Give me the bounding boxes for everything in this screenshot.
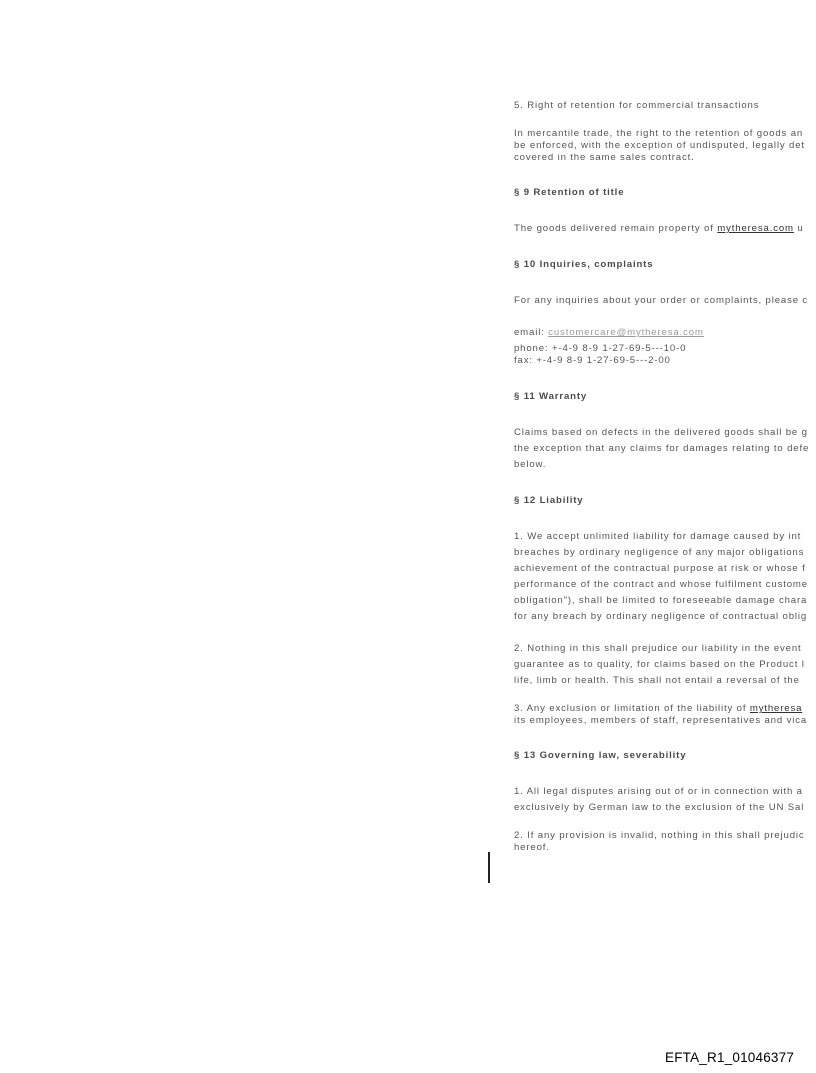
phone-line: phone: +-4-9 8-9 1-27-69-5---10-0 — [514, 343, 687, 354]
liability-para1-line: obligation"), shall be limited to foreseeable damage chara — [514, 595, 808, 606]
retention-item-title: 5. Right of retention for commercial transactions — [514, 100, 760, 111]
section-12-heading: § 12 Liability — [514, 495, 584, 506]
mytheresa-link[interactable]: mytheresa — [749, 703, 803, 714]
section-9-text: The goods delivered remain property of mytheresa.com u — [514, 223, 804, 234]
liability-para1-line: achievement of the contractual purpose at risk or whose f — [514, 563, 806, 574]
liability-para2-line: guarantee as to quality, for claims based on the Product l — [514, 659, 805, 670]
retention-text-line: In mercantile trade, the right to the retention of goods an — [514, 128, 804, 139]
governing-law-para2-line: 2. If any provision is invalid, nothing in this shall prejudic — [514, 830, 805, 841]
mytheresa-link[interactable]: mytheresa.com — [717, 223, 794, 234]
retention-text-line: covered in the same sales contract. — [514, 152, 695, 163]
section-10-intro: For any inquiries about your order or complaints, please c — [514, 295, 809, 306]
email-link[interactable]: customercare@mytheresa.com — [548, 327, 704, 338]
liability-para2-line: 2. Nothing in this shall prejudice our liability in the event — [514, 643, 802, 654]
warranty-text-line: below. — [514, 459, 547, 470]
section-10-heading: § 10 Inquiries, complaints — [514, 259, 654, 270]
warranty-text-line: Claims based on defects in the delivered goods shall be g — [514, 427, 808, 438]
governing-law-para1-line: exclusively by German law to the exclusion of the UN Sal — [514, 802, 805, 813]
margin-bar — [488, 852, 490, 883]
liability-para3-line: 3. Any exclusion or limitation of the liability of mytheresa — [514, 703, 803, 714]
section-11-heading: § 11 Warranty — [514, 391, 588, 402]
liability-para1-line: for any breach by ordinary negligence of contractual oblig — [514, 611, 808, 622]
liability-para3-line: its employees, members of staff, representatives and vica — [514, 715, 808, 726]
liability-para1-line: 1. We accept unlimited liability for damage caused by int — [514, 531, 802, 542]
governing-law-para2-line: hereof. — [514, 842, 550, 853]
document-id: EFTA_R1_01046377 — [665, 1050, 795, 1065]
fax-line: fax: +-4-9 8-9 1-27-69-5---2-00 — [514, 355, 671, 366]
section-13-heading: § 13 Governing law, severability — [514, 750, 687, 761]
document-page — [514, 0, 816, 1073]
section-9-heading: § 9 Retention of title — [514, 187, 625, 198]
liability-para1-line: performance of the contract and whose fulfilment custome — [514, 579, 808, 590]
liability-para1-line: breaches by ordinary negligence of any major obligations — [514, 547, 805, 558]
governing-law-para1-line: 1. All legal disputes arising out of or in connection with a — [514, 786, 803, 797]
retention-text-line: be enforced, with the exception of undisputed, legally det — [514, 140, 805, 151]
liability-para2-line: life, limb or health. This shall not entail a reversal of the — [514, 675, 800, 686]
warranty-text-line: the exception that any claims for damages relating to defe — [514, 443, 810, 454]
email-line: email: customercare@mytheresa.com — [514, 327, 704, 338]
